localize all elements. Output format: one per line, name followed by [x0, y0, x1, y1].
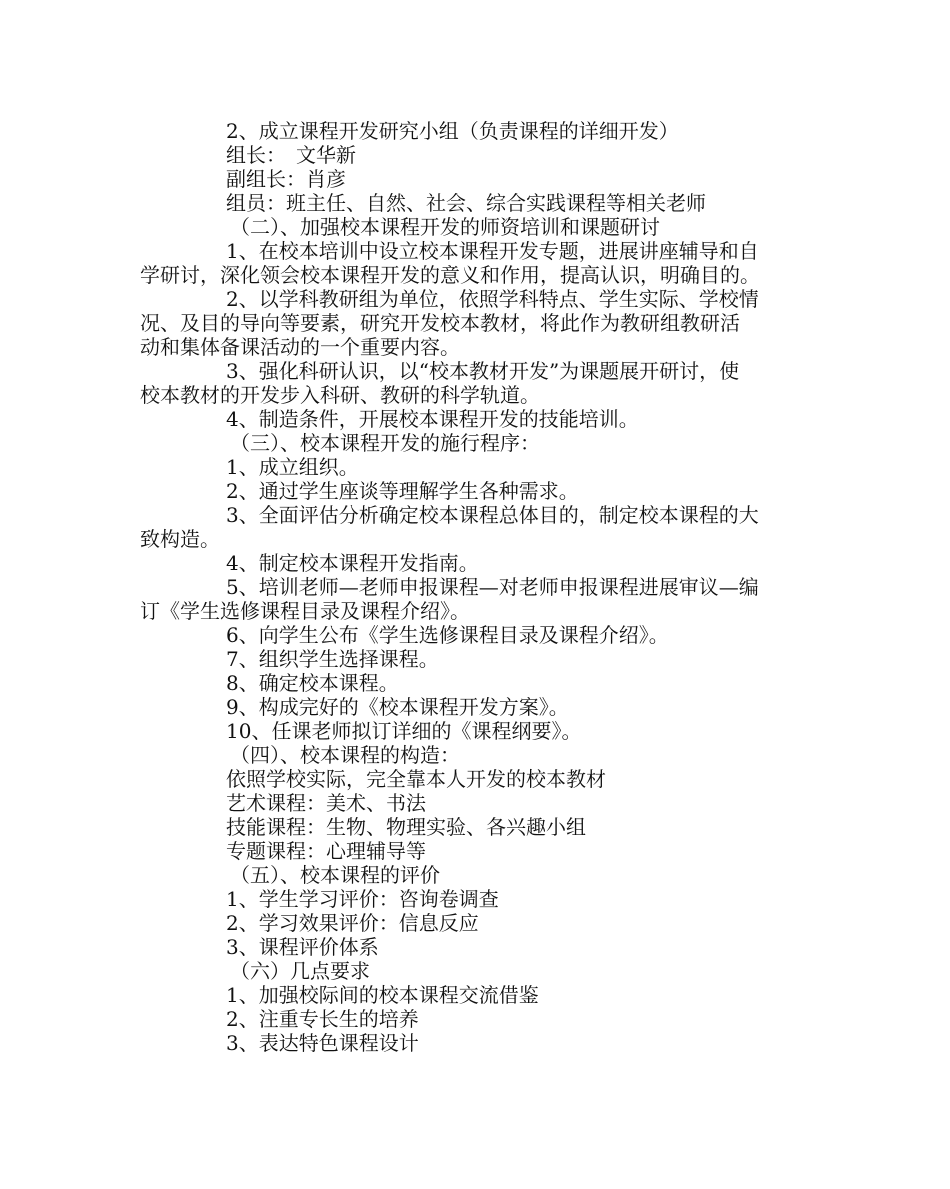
text-line: 1、在校本培训中设立校本课程开发专题，进展讲座辅导和自	[226, 239, 759, 263]
section-heading: （三）、校本课程开发的施行程序：	[230, 431, 540, 455]
text-line: 2、以学科教研组为单位，依照学科特点、学生实际、学校情	[226, 287, 759, 311]
text-line: 7、组织学生选择课程。	[226, 647, 439, 671]
text-line: 5、培训老师—老师申报课程—对老师申报课程进展审议—编	[226, 575, 759, 599]
text-line: 3、课程评价体系	[226, 935, 379, 959]
document-body	[140, 119, 810, 1055]
text-line: 3、全面评估分析确定校本课程总体目的，制定校本课程的大	[226, 503, 759, 527]
text-line: 专题课程：心理辅导等	[226, 839, 426, 863]
text-line: 6、向学生公布《学生选修课程目录及课程介绍》。	[226, 623, 669, 647]
text-line: 8、确定校本课程。	[226, 671, 399, 695]
text-line: 技能课程：生物、物理实验、各兴趣小组	[226, 815, 586, 839]
section-heading: （五）、校本课程的评价	[230, 863, 440, 887]
text-line: 2、注重专长生的培养	[226, 1007, 419, 1031]
text-line: 况、及目的导向等要素，研究开发校本教材，将此作为教研组教研活	[140, 311, 740, 335]
text-line: 2、学习效果评价：信息反应	[226, 911, 479, 935]
text-line: 组长： 文华新	[226, 143, 356, 167]
text-line: 1、成立组织。	[226, 455, 359, 479]
text-line: 2、通过学生座谈等理解学生各种需求。	[226, 479, 579, 503]
section-heading: （六）几点要求	[230, 959, 370, 983]
text-line: 2、成立课程开发研究小组（负责课程的详细开发）	[226, 119, 679, 143]
text-line: 组员：班主任、自然、社会、综合实践课程等相关老师	[226, 191, 706, 215]
text-line: 致构造。	[140, 527, 220, 551]
text-line: 9、构成完好的《校本课程开发方案》。	[226, 695, 569, 719]
text-line: 1、加强校际间的校本课程交流借鉴	[226, 983, 539, 1007]
text-line: 依照学校实际，完全靠本人开发的校本教材	[226, 767, 606, 791]
section-heading: （二）、加强校本课程开发的师资培训和课题研讨	[230, 215, 660, 239]
text-line: 10、任课老师拟订详细的《课程纲要》。	[226, 719, 582, 743]
text-line: 4、制定校本课程开发指南。	[226, 551, 479, 575]
text-line: 3、表达特色课程设计	[226, 1031, 419, 1055]
text-line: 动和集体备课活动的一个重要内容。	[140, 335, 460, 359]
text-line: 副组长：肖彦	[226, 167, 346, 191]
text-line: 校本教材的开发步入科研、教研的科学轨道。	[140, 383, 540, 407]
text-line: 学研讨，深化领会校本课程开发的意义和作用，提高认识，明确目的。	[140, 263, 760, 287]
text-line: 3、强化科研认识，以“校本教材开发”为课题展开研讨，使	[226, 359, 740, 383]
section-heading: （四）、校本课程的构造：	[230, 743, 460, 767]
text-line: 1、学生学习评价：咨询卷调查	[226, 887, 499, 911]
text-line: 艺术课程：美术、书法	[226, 791, 426, 815]
text-line: 订《学生选修课程目录及课程介绍》。	[140, 599, 470, 623]
text-line: 4、制造条件，开展校本课程开发的技能培训。	[226, 407, 639, 431]
